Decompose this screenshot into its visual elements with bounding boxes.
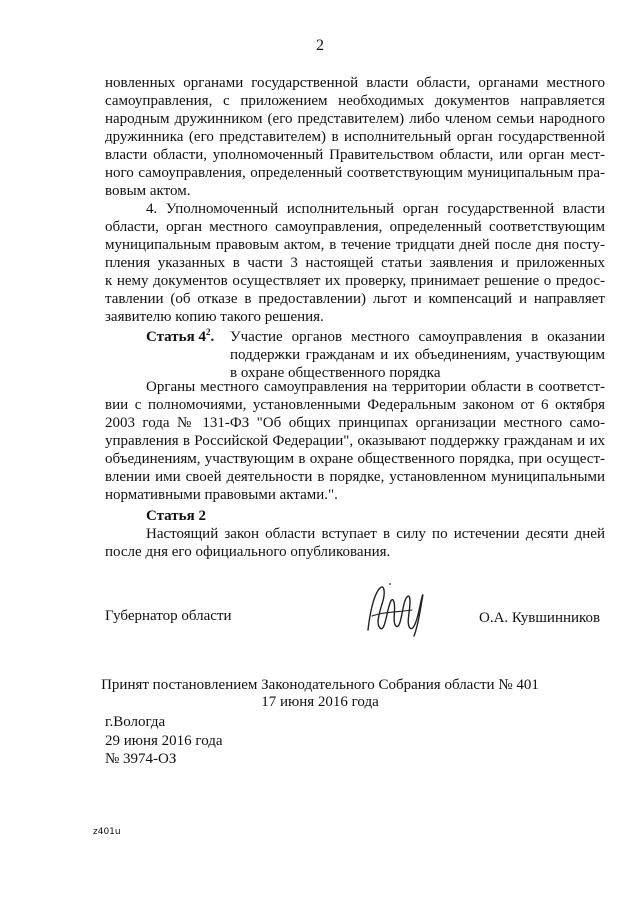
text-line: новленных органами государственной власти области, органами местного xyxy=(105,75,605,91)
text-line: пления указанных в части 3 настоящей статьи заявления и приложенных xyxy=(105,255,605,271)
document-code: z401u xyxy=(93,827,121,837)
text-line: управления в Российской Федерации", оказывают поддержку гражданам и их xyxy=(105,433,605,449)
governor-name: О.А. Кувшинников xyxy=(479,610,601,626)
text-line: народным дружинником (его представителем) либо членом семьи народного xyxy=(105,111,605,127)
text-line: дружинника (его представителем) в исполнительный орган государственной xyxy=(105,129,605,145)
text-line: власти области, уполномоченный Правительством области, или орган мест- xyxy=(105,147,605,163)
adopted-line-1: Принят постановлением Законодательного Собрания области № 401 xyxy=(101,677,539,693)
article-2-heading: Статья 2 xyxy=(146,508,206,524)
handwritten-signature xyxy=(362,582,430,640)
text-line: муниципальным правовым актом, в течение тридцати дней после дня посту- xyxy=(105,237,605,253)
text-line: к нему документов осуществляет их проверку, принимает решение о предос- xyxy=(105,273,605,289)
adopted-line-2: 17 июня 2016 года xyxy=(261,694,379,710)
article-title-line: поддержки гражданам и их объединениям, участвующим xyxy=(230,347,605,363)
page-number: 2 xyxy=(316,37,324,54)
text-line: заявителю копию такого решения. xyxy=(105,309,324,325)
text-line: тавлении (об отказе в предоставлении) льгот и компенсаций и направляет xyxy=(105,291,605,307)
article-title-line: в охране общественного порядка xyxy=(230,365,441,381)
text-line: объединениям, участвующим в охране общественного порядка, при осущест- xyxy=(105,451,605,467)
article-title-line: Участие органов местного самоуправления в оказании xyxy=(230,329,605,345)
text-line: вовым актом. xyxy=(105,183,191,199)
text-line: после дня его официального опубликования. xyxy=(105,544,391,560)
text-line: ного самоуправления, определенный соответствующим муниципальным пра- xyxy=(105,165,605,181)
text-line: нормативными правовыми актами.". xyxy=(105,487,338,503)
signing-date: 29 июня 2016 года xyxy=(105,733,223,749)
text-line: Органы местного самоуправления на территории области в соответст- xyxy=(146,379,605,395)
text-line: вии с полномочиями, установленными Федеральным законом от 6 октября xyxy=(105,397,605,413)
law-number: № 3974-ОЗ xyxy=(105,751,177,767)
text-line: Настоящий закон области вступает в силу по истечении десяти дней xyxy=(146,526,605,542)
article-label: Статья $4^2$. xyxy=(146,327,215,345)
governor-title: Губернатор области xyxy=(105,608,232,624)
city: г.Вологда xyxy=(105,714,166,730)
text-line: 4. Уполномоченный исполнительный орган государственной власти xyxy=(146,201,605,217)
text-line: самоуправления, с приложением необходимых документов направляется xyxy=(105,93,605,109)
text-line: влении ими своей деятельности в порядке, установленном муниципальными xyxy=(105,469,605,485)
text-line: 2003 года № 131-ФЗ "Об общих принципах организации местного само- xyxy=(105,415,605,431)
text-line: области, орган местного самоуправления, определенный соответствующим xyxy=(105,219,605,235)
